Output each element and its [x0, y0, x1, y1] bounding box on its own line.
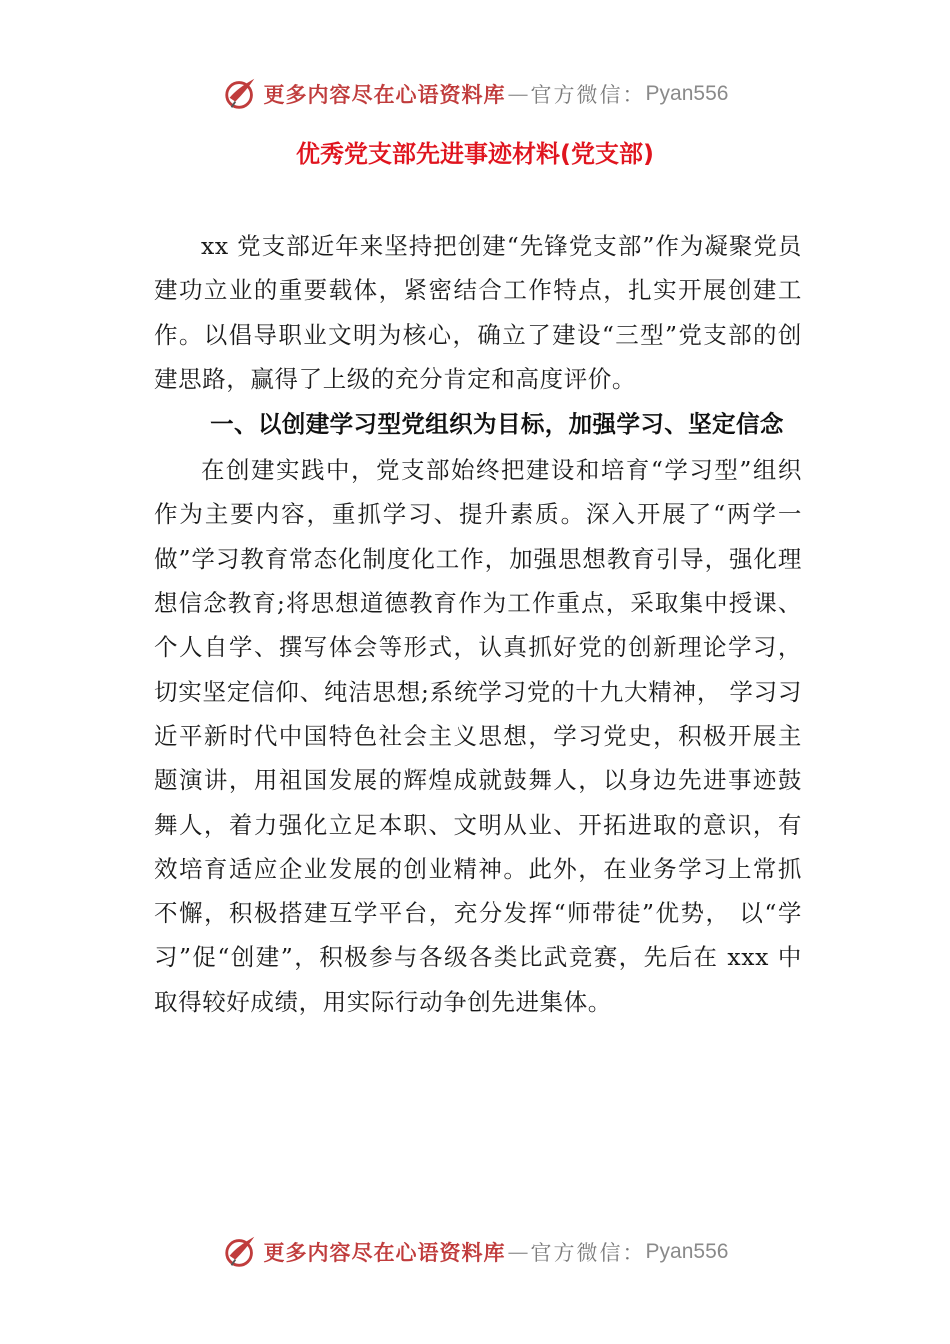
- banner-dash: —: [507, 1240, 529, 1264]
- section-heading-1: 一、以创建学习型党组织为目标，加强学习、坚定信念: [210, 410, 784, 439]
- header-banner: [0, 72, 950, 116]
- banner-text: 更多内容尽在心语资料库: [263, 82, 506, 107]
- quill-pen-logo-icon: [222, 75, 260, 113]
- document-title: 优秀党支部先进事迹材料(党支部): [296, 140, 654, 168]
- paragraph-intro: xx 党支部近年来坚持把创建“先锋党支部”作为凝聚党员建功立业的重要载体，紧密结合工作特点，扎实开展创建工作。以倡导职业文明为核心，确立了建设“三型”党支部的创建思路，赢得了上级的充分肯定和高度评价。: [154, 232, 802, 393]
- paragraph-section-1: 在创建实践中，党支部始终把建设和培育“学习型”组织作为主要内容，重抓学习、提升素质。深入开展了“两学一做”学习教育常态化制度化工作，加强思想教育引导，强化理想信念教育;将思想道德教育作为工作重点，采取集中授课、个人自学、撰写体会等形式，认真抓好党的创新理论学习，切实坚定信仰、纯洁思想;系统学习党的十九大精神， 学习习近平新时代中国特色社会主义思想，学习党史，积极开展主题演讲，用祖国发展的辉煌成就鼓舞人，以身边先进事迹鼓舞人，着力强化立足本职、文明从业、开拓进取的意识，有效培育适应企业发展的创业精神。此外，在业务学习上常抓不懈，积极搭建互学平台，充分发挥“师带徒”优势， 以“学习”促“创建”，积极参与各级各类比武竞赛，先后在 xxx 中取得较好成绩，用实际行动争创先进集体。: [154, 456, 802, 1016]
- banner-wechat-label: 官方微信：: [530, 1241, 646, 1265]
- document-body: [154, 224, 802, 1024]
- banner-wechat-label: 官方微信：: [530, 83, 646, 107]
- banner-dash: —: [507, 82, 529, 106]
- banner-text: 更多内容尽在心语资料库: [263, 1240, 506, 1265]
- footer-banner: [0, 1230, 950, 1274]
- quill-pen-logo-icon: [222, 1233, 260, 1271]
- banner-wechat-id: Pyan556: [645, 82, 729, 105]
- banner-wechat-id: Pyan556: [645, 1240, 729, 1263]
